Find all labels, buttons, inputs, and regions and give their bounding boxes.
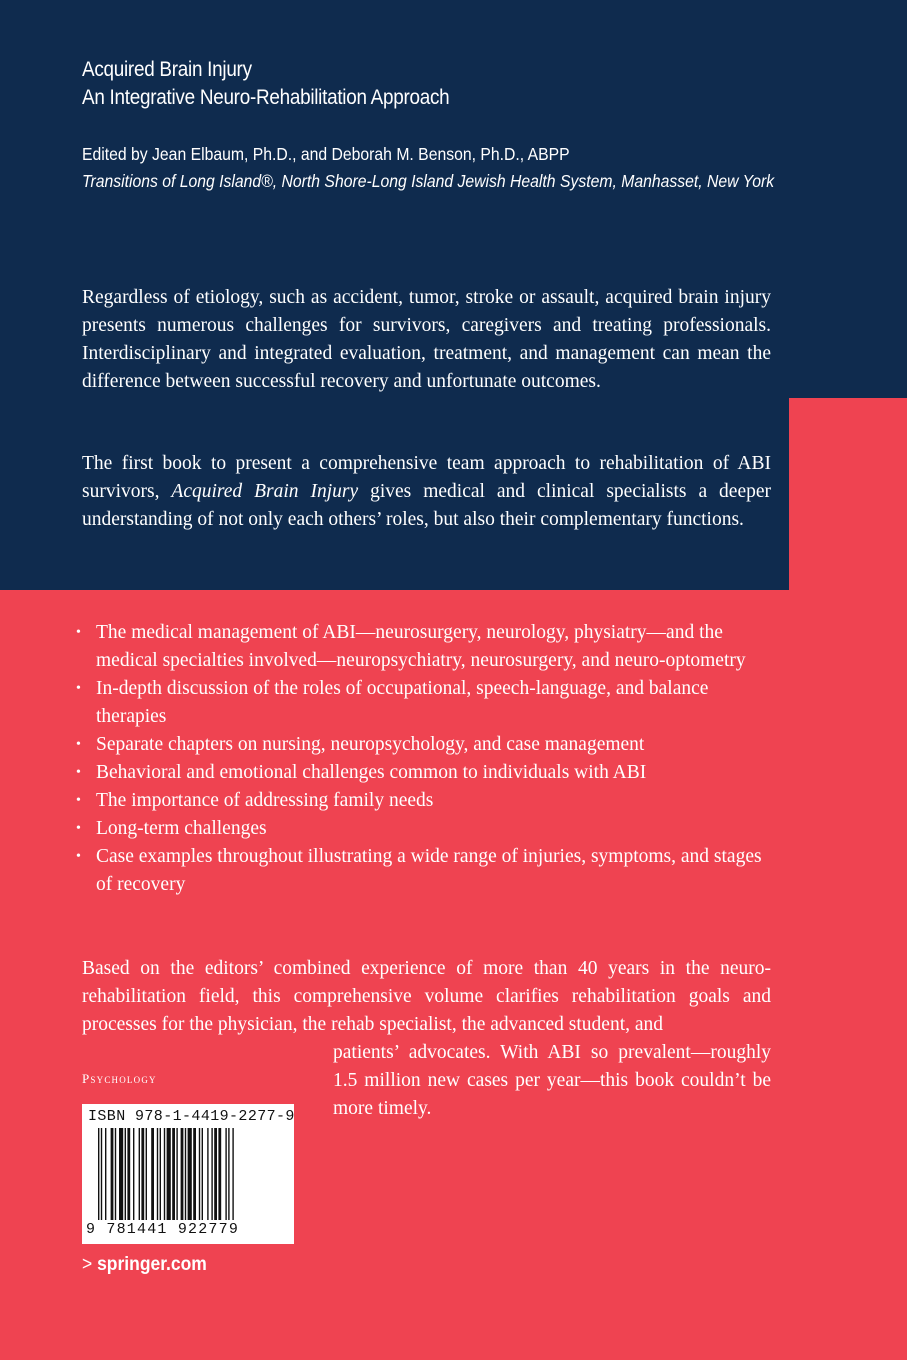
book-title: Acquired Brain Injury — [82, 58, 252, 81]
barcode-bar — [214, 1128, 217, 1220]
bullet-icon: • — [76, 821, 81, 836]
publisher-url: springer.com — [97, 1254, 207, 1275]
bullet-icon: • — [76, 765, 81, 780]
barcode-bar — [141, 1128, 144, 1220]
barcode-bar — [139, 1128, 140, 1220]
isbn-text: ISBN 978-1-4419-2277-9 — [88, 1108, 295, 1125]
intro-paragraph-2-start: The first book to present a comprehensive team approach to rehabilitation of ABI survivors, — [82, 453, 771, 502]
navy-background-right — [789, 0, 907, 398]
list-item-text: Separate chapters on nursing, neuropsychology, and case management — [96, 734, 645, 755]
publisher-link[interactable] — [82, 1254, 207, 1276]
barcode-bar — [202, 1128, 203, 1220]
list-item — [76, 843, 776, 899]
barcode-bar — [167, 1128, 171, 1220]
barcode-bar — [218, 1128, 221, 1220]
barcode-bar — [181, 1128, 184, 1220]
barcode-bar — [228, 1128, 229, 1220]
ean-text: 9 781441 922779 — [86, 1221, 240, 1238]
list-item — [76, 731, 776, 759]
bullet-icon: • — [76, 849, 81, 864]
barcode-bar — [125, 1128, 126, 1220]
bullet-icon: • — [76, 681, 81, 696]
barcode-bar — [101, 1128, 102, 1220]
barcode-bar — [188, 1128, 192, 1220]
barcode-bar — [98, 1128, 99, 1220]
affiliation-line: Transitions of Long Island®, North Shore-Long Island Jewish Health System, Manhasset, New York — [82, 171, 775, 191]
editors-line: Edited by Jean Elbaum, Ph.D., and Deborah M. Benson, Ph.D., ABPP — [82, 144, 570, 164]
barcode-bar — [172, 1128, 175, 1220]
feature-list — [76, 619, 776, 899]
list-item — [76, 675, 776, 731]
barcode-bar — [164, 1128, 165, 1220]
barcode-bar — [105, 1128, 106, 1220]
intro-paragraph-1: Regardless of etiology, such as accident, tumor, stroke or assault, acquired brain injury presents numerous challenges for survivors, caregivers and treating professionals. Interdisciplinary and integrated evaluation, treatment, and management can mean the difference between successful recovery and unfortunate outcomes. — [82, 287, 771, 392]
list-item-text: The medical management of ABI—neurosurgery, neurology, physiatry—and the medical specialties involved—neuropsychiatry, neurosurgery, and neuro-optometry — [96, 622, 746, 671]
barcode-bar — [193, 1128, 196, 1220]
barcode-bar — [199, 1128, 200, 1220]
barcode-bar — [225, 1128, 226, 1220]
list-item-text: Behavioral and emotional challenges common to individuals with ABI — [96, 762, 647, 783]
list-item-text: The importance of addressing family needs — [96, 790, 434, 811]
barcode-bar — [211, 1128, 212, 1220]
list-item-text: Case examples throughout illustrating a wide range of injuries, symptoms, and stages of recovery — [96, 846, 762, 895]
book-subtitle: An Integrative Neuro-Rehabilitation Approach — [82, 86, 450, 109]
barcode-bar — [176, 1128, 177, 1220]
barcode — [82, 1104, 294, 1244]
barcode-bar — [232, 1128, 233, 1220]
barcode-bar — [160, 1128, 161, 1220]
closing-paragraph: Based on the editors’ combined experience of more than 40 years in the neuro-rehabilitation field, this comprehensive volume clarifies rehabilitation goals and processes for the physician, the rehab specialist, the advanced student, and — [82, 958, 771, 1035]
bullet-icon: • — [76, 737, 81, 752]
barcode-bar — [115, 1128, 116, 1220]
barcode-bar — [151, 1128, 154, 1220]
intro-paragraph-2-book-title: Acquired Brain Injury — [171, 481, 359, 502]
bullet-icon: • — [76, 793, 81, 808]
barcode-bar — [119, 1128, 123, 1220]
barcode-bar — [133, 1128, 134, 1220]
barcode-bar — [185, 1128, 186, 1220]
barcode-bars — [98, 1128, 280, 1220]
barcode-bar — [127, 1128, 130, 1220]
bullet-icon: • — [76, 625, 81, 640]
publisher-prefix: > — [82, 1254, 93, 1275]
list-item-text: Long-term challenges — [96, 818, 267, 839]
barcode-bar — [157, 1128, 158, 1220]
intro-paragraph-2-end: gives medical and clinical specialists a deeper understanding of not only each others’ roles, but also their complementary functions. — [82, 481, 772, 530]
closing-paragraph-continued: patients’ advocates. With ABI so prevalent—roughly 1.5 million new cases per year—this book couldn’t be more timely. — [333, 1042, 771, 1119]
barcode-bar — [111, 1128, 114, 1220]
category-label: Psychology — [82, 1071, 157, 1086]
list-item — [76, 815, 776, 843]
list-item-text: In-depth discussion of the roles of occupational, speech-language, and balance therapies — [96, 678, 709, 727]
list-item — [76, 619, 776, 675]
barcode-bar — [207, 1128, 208, 1220]
list-item — [76, 759, 776, 787]
intro-paragraph-2 — [82, 450, 771, 534]
list-item — [76, 787, 776, 815]
barcode-bar — [146, 1128, 147, 1220]
